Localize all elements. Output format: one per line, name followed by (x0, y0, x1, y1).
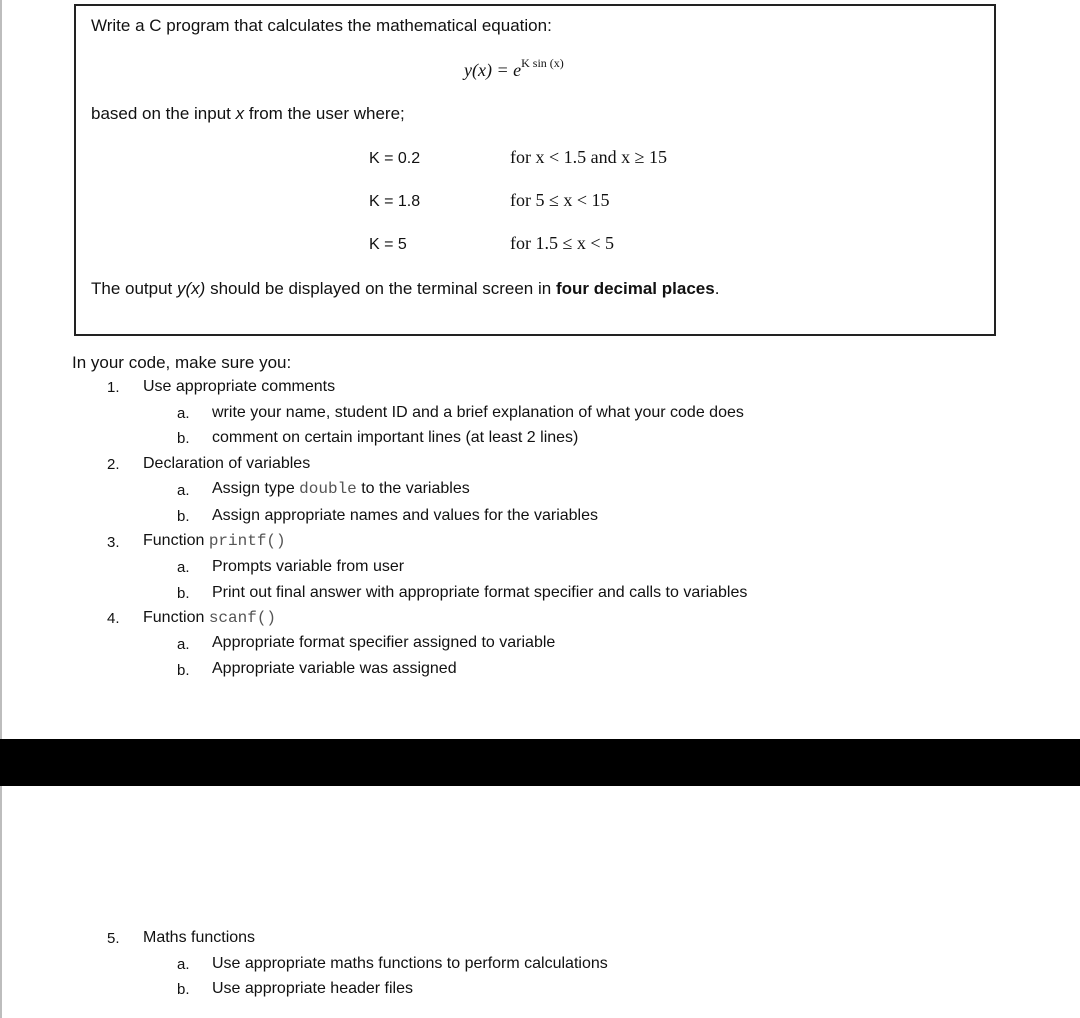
based-on-line: based on the input x from the user where; (91, 104, 405, 123)
item-3b-text: Print out final answer with appropriate format specifier and calls to variables (212, 584, 748, 601)
item-3b-letter: b. (177, 585, 190, 602)
code-double: double (299, 480, 357, 498)
condition-range-1: for x < 1.5 and x ≥ 15 (510, 147, 668, 167)
code-printf: printf() (208, 532, 286, 550)
condition-k-3: K = 5 (369, 236, 407, 253)
item-2b-letter: b. (177, 508, 190, 525)
item-5-number: 5. (107, 930, 120, 947)
item-5a-letter: a. (177, 956, 190, 973)
item-1b-text: comment on certain important lines (at least 2 lines) (212, 429, 579, 446)
item-2a-letter: a. (177, 482, 190, 499)
item-4-label: Function scanf() (143, 609, 277, 627)
item-4-number: 4. (107, 610, 120, 627)
equation-lhs: y(x) = e (464, 60, 522, 80)
condition-range-3: for 1.5 ≤ x < 5 (510, 233, 615, 253)
item-2a-text: Assign type double to the variables (212, 480, 470, 498)
item-3a-letter: a. (177, 559, 190, 576)
requirements-heading: In your code, make sure you: (72, 353, 292, 372)
condition-range-2: for 5 ≤ x < 15 (510, 190, 610, 210)
item-5b-letter: b. (177, 981, 190, 998)
page-edge-line (0, 0, 2, 1018)
item-4a-text: Appropriate format specifier assigned to variable (212, 634, 556, 651)
black-band (0, 739, 1080, 786)
output-requirement: The output y(x) should be displayed on the terminal screen in four decimal places. (91, 279, 720, 298)
code-scanf: scanf() (208, 609, 277, 627)
item-1a-letter: a. (177, 405, 190, 422)
item-1b-letter: b. (177, 430, 190, 447)
item-4a-letter: a. (177, 636, 190, 653)
item-3-number: 3. (107, 534, 120, 551)
item-2-label: Declaration of variables (143, 455, 311, 472)
item-1-label: Use appropriate comments (143, 378, 336, 395)
item-5a-text: Use appropriate maths functions to perform calculations (212, 955, 608, 972)
equation-exponent-rest: sin (x) (529, 56, 564, 70)
item-5-label: Maths functions (143, 929, 256, 946)
question-intro: Write a C program that calculates the mathematical equation: (91, 16, 552, 35)
condition-k-1: K = 0.2 (369, 150, 421, 167)
item-3-label: Function printf() (143, 532, 286, 550)
condition-k-2: K = 1.8 (369, 193, 421, 210)
item-3a-text: Prompts variable from user (212, 558, 405, 575)
item-5b-text: Use appropriate header files (212, 980, 414, 997)
item-1-number: 1. (107, 379, 120, 396)
item-1a-text: write your name, student ID and a brief explanation of what your code does (212, 404, 744, 421)
equation (464, 56, 564, 81)
equation-exponent-k: K (521, 56, 530, 70)
item-4b-text: Appropriate variable was assigned (212, 660, 457, 677)
item-2b-text: Assign appropriate names and values for the variables (212, 507, 598, 524)
item-4b-letter: b. (177, 662, 190, 679)
item-2-number: 2. (107, 456, 120, 473)
